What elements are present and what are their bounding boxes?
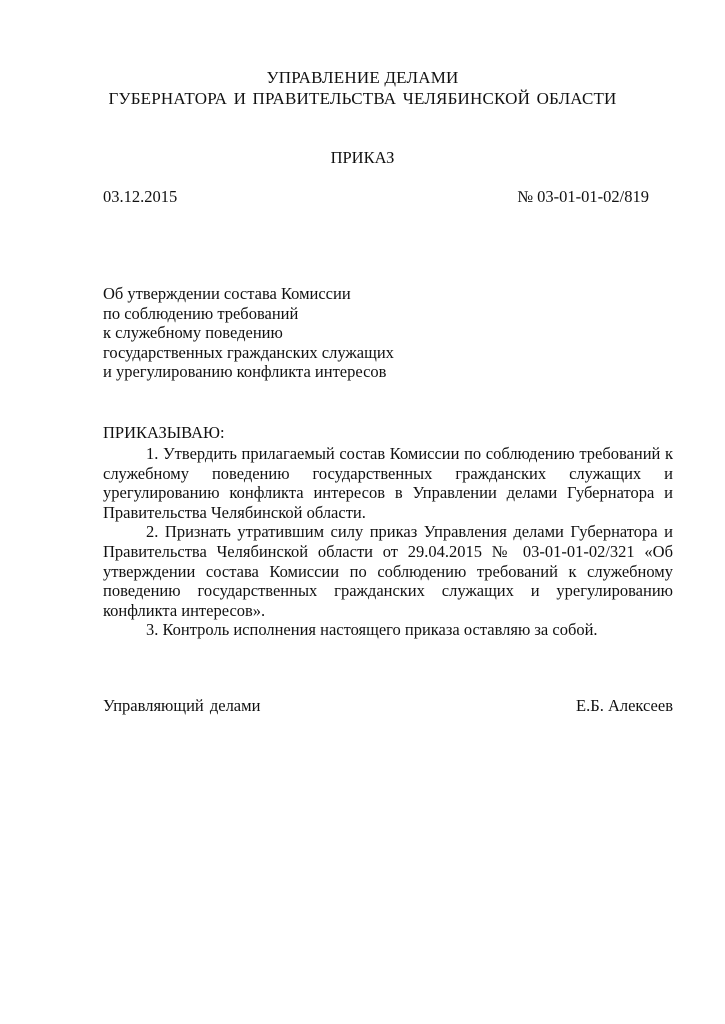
signer-name: Е.Б. Алексеев [576,696,673,715]
document-date: 03.12.2015 [103,187,178,206]
subject-line: и урегулированию конфликта интересов [103,362,387,381]
subject-line: к служебному поведению [103,323,283,342]
order-paragraph-3: 3. Контроль исполнения настоящего приказа оставляю за собой. [146,620,598,640]
order-paragraph-2: 2. Признать утратившим силу приказ Управления делами Губернатора и Правительства Челябинской области от 29.04.2015 № 03-01-01-02/321 «Об утверждении состава Комиссии по соблюдению требований к служебному поведению государственных гражданских служащих и урегулированию конфликта интересов». [103,522,673,620]
subject-line: по соблюдению требований [103,303,299,323]
subject-line: Об утверждении состава Комиссии [103,284,351,303]
order-paragraph-1: 1. Утвердить прилагаемый состав Комиссии по соблюдению требований к служебному поведению государственных гражданских служащих и урегулированию конфликта интересов в Управлении делами Губернатора и Правительства Челябинской области. [103,444,673,522]
organization-name-line-2: ГУБЕРНАТОРА И ПРАВИТЕЛЬСТВА ЧЕЛЯБИНСКОЙ ОБЛАСТИ [108,89,617,108]
order-body [103,444,673,640]
order-directive: ПРИКАЗЫВАЮ: [103,423,225,442]
document-type: ПРИКАЗ [330,148,395,167]
organization-name-line-1: УПРАВЛЕНИЕ ДЕЛАМИ [266,68,459,87]
subject-line: государственных гражданских служащих [103,342,394,362]
document-number: № 03-01-01-02/819 [517,187,649,206]
document-subject [103,284,394,382]
signer-position: Управляющий делами [103,696,261,715]
